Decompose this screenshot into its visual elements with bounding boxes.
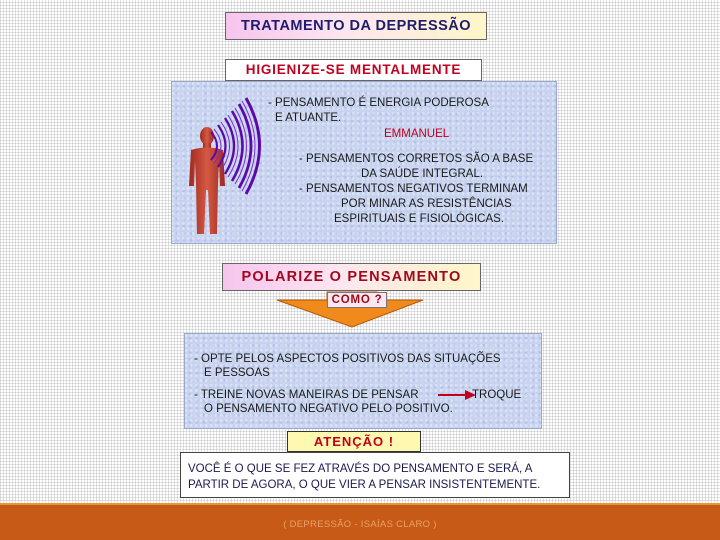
attention-panel bbox=[180, 452, 570, 498]
section2-heading: POLARIZE O PENSAMENTO bbox=[222, 263, 481, 291]
section1-panel bbox=[171, 81, 557, 244]
item2-line-1: - TREINE NOVAS MANEIRAS DE PENSAR bbox=[194, 389, 419, 401]
point2-line-3: ESPIRITUAIS E FISIOLÓGICAS. bbox=[334, 213, 504, 225]
right-arrow-icon bbox=[437, 389, 477, 401]
footer-bar bbox=[0, 503, 720, 540]
point1-line-1: - PENSAMENTOS CORRETOS SÃO A BASE bbox=[299, 153, 534, 165]
point1-line-2: DA SAÚDE INTEGRAL. bbox=[361, 168, 484, 180]
quote-author: EMMANUEL bbox=[384, 128, 450, 140]
thought-waves-icon bbox=[207, 92, 277, 222]
point2-line-2: POR MINAR AS RESISTÊNCIAS bbox=[341, 198, 512, 210]
section2-panel bbox=[184, 333, 542, 429]
quote-line-1: - PENSAMENTO É ENERGIA PODEROSA bbox=[268, 97, 489, 109]
slide-title: TRATAMENTO DA DEPRESSÃO bbox=[225, 12, 487, 40]
item2-swap-label: TROQUE bbox=[472, 389, 522, 401]
item1-line-2: E PESSOAS bbox=[204, 367, 270, 379]
attention-line-1: VOCÊ É O QUE SE FEZ ATRAVÉS DO PENSAMENTO E SERÁ, A bbox=[188, 463, 533, 475]
footer-credit: ( DEPRESSÃO - ISAÍAS CLARO ) bbox=[283, 519, 437, 530]
item2-line-2: O PENSAMENTO NEGATIVO PELO POSITIVO. bbox=[204, 403, 453, 415]
section1-heading: HIGIENIZE-SE MENTALMENTE bbox=[225, 59, 482, 81]
point2-line-1: - PENSAMENTOS NEGATIVOS TERMINAM bbox=[299, 183, 528, 195]
item1-line-1: - OPTE PELOS ASPECTOS POSITIVOS DAS SITUAÇÕES bbox=[194, 353, 501, 365]
quote-line-2: E ATUANTE. bbox=[275, 112, 342, 124]
attention-heading: ATENÇÃO ! bbox=[287, 431, 421, 452]
how-question-label: COMO ? bbox=[327, 292, 387, 308]
attention-line-2: PARTIR DE AGORA, O QUE VIER A PENSAR INSISTENTEMENTE. bbox=[188, 479, 541, 491]
